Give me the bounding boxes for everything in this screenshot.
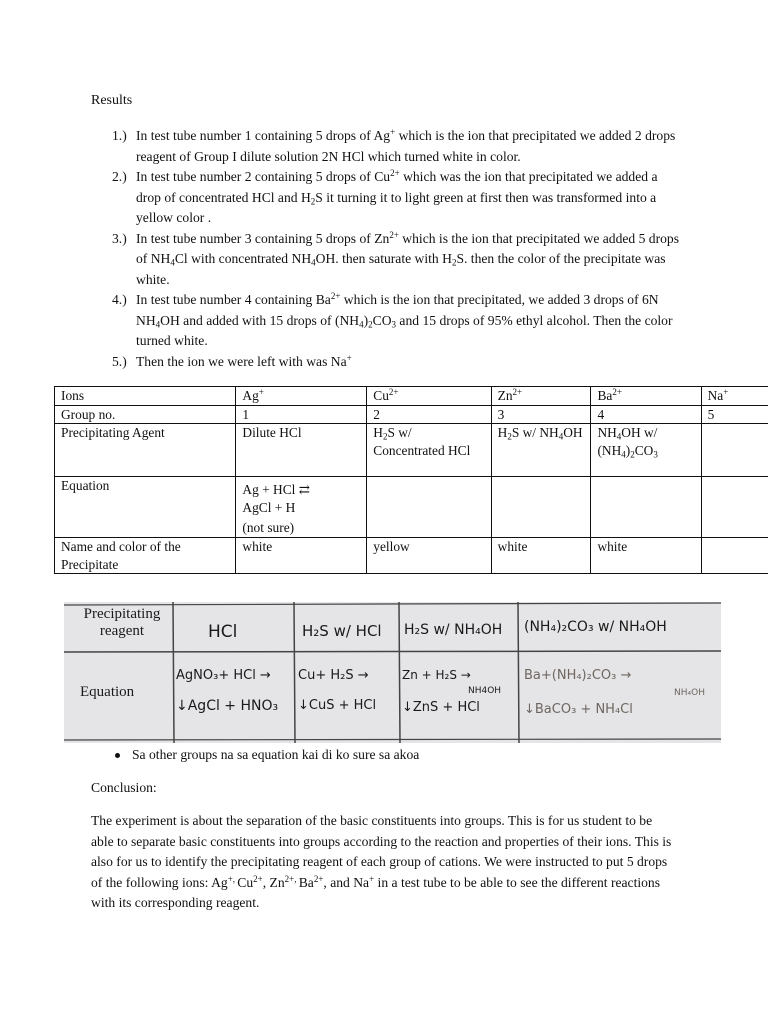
hw-equation: ↓AgCl + HNO₃	[176, 698, 279, 714]
list-number: 4.)	[112, 292, 127, 307]
results-heading: Results	[91, 93, 133, 108]
result-item-1: 1.) In test tube number 1 containing 5 drops of Ag+ which is the ion that precipitated we added 2 drops reagent of Group I dilute solution 2N HCl which turned white in color.	[112, 127, 676, 164]
ions-table	[54, 386, 768, 574]
table-row	[55, 477, 768, 538]
group-label: Group no.	[55, 405, 236, 424]
table-row	[55, 405, 768, 424]
conclusion-paragraph: The experiment is about the separation of the basic constituents into groups. This is for us student to be able to separate basic constituents into groups according to the reaction and properties of their ions. This is also for us to identify the precipitating reagent of each group of cations. We were instructed to put 5 drops of the following ions: Ag+, $Cu^{2+}$, $Zn^{2+,}$ $Ba^{2+}$, and Na+ in a test tube to be able to see the different reactions with its corresponding reagent.	[91, 813, 672, 910]
agent-cu: $H_2S$ w/ Concentrated HCl	[367, 424, 491, 477]
ion-ag: Ag+	[236, 387, 367, 406]
list-number: 5.)	[112, 353, 127, 369]
precipitate-na	[701, 538, 768, 574]
table-row	[55, 424, 768, 477]
group-cell: 5	[701, 405, 768, 424]
group-cell: 2	[367, 405, 491, 424]
ion-zn: $Zn^{2+}$	[491, 387, 591, 406]
hw-equation: AgNO₃+ HCl →	[176, 668, 271, 683]
list-number: 2.)	[112, 169, 127, 184]
equation-label: Equation	[55, 477, 236, 538]
agent-na	[701, 424, 768, 477]
group-cell: 4	[591, 405, 701, 424]
ion-na: Na+	[701, 387, 768, 406]
ion-ba: $Ba^{2+}$	[591, 387, 701, 406]
hw-equation: ↓CuS + HCl	[298, 698, 377, 713]
precipitate-cu: yellow	[367, 538, 491, 574]
precipitate-label: Name and color of the Precipitate	[55, 538, 236, 574]
agent-label: Precipitating Agent	[55, 424, 236, 477]
result-item-4: 4.) In test tube number 4 containing $Ba^{2+}$ which is the ion that precipitated, we added 3 drops of 6N $NH_4OH$ and added with 15 drops of $(NH_4)_2CO_3$ and 15 drops of 95% ethyl alcohol. Then the color turned white.	[112, 291, 673, 348]
equation-ag: Ag + HCl ⇄ AgCl + H (not sure)	[236, 477, 367, 538]
result-item-3: 3.) In test tube number 3 containing 5 drops of $Zn^{2+}$ which is the ion that precipitated we added 5 drops of $NH_4Cl$ with concentrated $NH_4OH$. then saturate with $H_2S$. then the color of the precipitate was white.	[112, 229, 680, 287]
hw-reagent: HCl	[208, 622, 238, 642]
agent-ag: Dilute HCl	[236, 424, 367, 477]
equation-cu	[367, 477, 491, 538]
hw-equation: ↓BaCO₃ + NH₄Cl	[524, 702, 633, 717]
results-list	[112, 126, 682, 372]
hw-arrow-note: NH4OH	[468, 686, 502, 696]
conclusion-heading: Conclusion:	[91, 780, 157, 795]
hw-equation: Ba+(NH₄)₂CO₃ →	[524, 668, 632, 683]
group-cell: 1	[236, 405, 367, 424]
list-number: 1.)	[112, 128, 127, 143]
table-row	[55, 387, 768, 406]
precipitate-ba: white	[591, 538, 701, 574]
bullet-dot	[115, 753, 120, 758]
hw-equation: Zn + H₂S →	[402, 668, 471, 682]
hw-row-label-equation: Equation	[80, 684, 135, 700]
ions-label: Ions	[55, 387, 236, 406]
hw-reagent: H₂S w/ NH₄OH	[404, 622, 503, 638]
hw-equation: Cu+ H₂S →	[298, 668, 369, 683]
hw-reagent: H₂S w/ HCl	[302, 622, 382, 640]
equation-na	[701, 477, 768, 538]
hw-reagent: (NH₄)₂CO₃ w/ NH₄OH	[524, 619, 667, 635]
hw-arrow-note: NH₄OH	[674, 688, 705, 698]
list-number: 3.)	[112, 230, 127, 246]
group-cell: 3	[491, 405, 591, 424]
agent-zn: $H_2S$ w/ $NH_4OH$	[491, 424, 591, 477]
hw-equation: ↓ZnS + HCl	[402, 700, 480, 715]
ion-cu: $Cu^{2+}$	[367, 387, 491, 406]
equation-ba	[591, 477, 701, 538]
table-row	[55, 538, 768, 574]
equation-zn	[491, 477, 591, 538]
precipitate-ag: white	[236, 538, 367, 574]
hw-row-label-reagent: Precipitating reagent	[83, 606, 161, 639]
note-bullet: Sa other groups na sa equation kai di ko sure sa akoa	[115, 747, 419, 763]
handwritten-table-photo	[64, 602, 721, 743]
result-item-5: 5.) Then the ion we were left with was Na+	[112, 352, 682, 373]
agent-ba: $NH_4OH$ w/ $(NH_4)_2CO_3$	[591, 424, 701, 477]
result-item-2: 2.) In test tube number 2 containing 5 drops of $Cu^{2+}$ which was the ion that precipitated we added a drop of concentrated HCl and $H_2S$ it turning it to light green at first then was transformed into a yellow color .	[112, 168, 658, 225]
precipitate-zn: white	[491, 538, 591, 574]
